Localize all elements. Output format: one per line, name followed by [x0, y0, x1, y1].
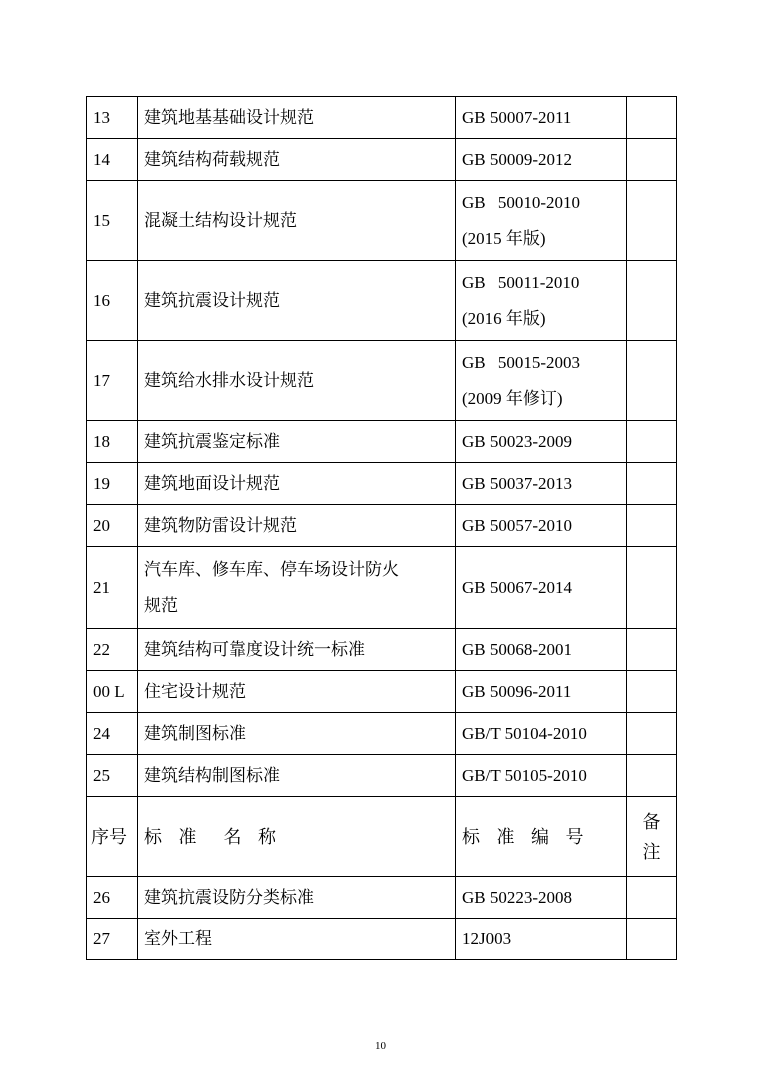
- row-code-line2: (2009 年修订): [462, 388, 563, 408]
- row-name: [138, 261, 456, 341]
- row-name: [138, 547, 456, 629]
- row-number: 25: [87, 755, 138, 797]
- row-name-line1: 建筑结构荷载规范: [144, 149, 280, 169]
- row-code-line2: (2015 年版): [462, 228, 546, 248]
- row-note: [627, 877, 677, 919]
- row-name: [138, 181, 456, 261]
- table-row: [87, 547, 677, 629]
- row-code-line2: (2016 年版): [462, 308, 546, 328]
- row-number: 26: [87, 877, 138, 919]
- row-note: [627, 755, 677, 797]
- row-code: [456, 505, 627, 547]
- page-number: 10: [375, 1040, 386, 1052]
- row-name: [138, 671, 456, 713]
- row-code-line1: GB 50023-2009: [462, 431, 573, 451]
- row-name-line1: 建筑物防雷设计规范: [144, 515, 297, 535]
- row-name-line2: 规范: [144, 595, 178, 615]
- row-code-line1: GB 50057-2010: [462, 515, 573, 535]
- row-note: [627, 629, 677, 671]
- row-note: [627, 181, 677, 261]
- row-name: [138, 421, 456, 463]
- row-name: 建筑抗震设防分类标准: [138, 877, 456, 919]
- table-row: [87, 139, 677, 181]
- row-name-line1: 建筑制图标准: [144, 723, 246, 743]
- header-seq: 序号: [87, 797, 138, 877]
- row-number: 17: [87, 341, 138, 421]
- row-code-line1: GB 50011-2010: [462, 272, 580, 292]
- table-header-row: [87, 797, 677, 877]
- header-name: [138, 797, 456, 877]
- row-name: [138, 755, 456, 797]
- row-code-line1: GB 50010-2010: [462, 192, 581, 212]
- row-number: 20: [87, 505, 138, 547]
- row-number: 00 L: [87, 671, 138, 713]
- row-code: [456, 463, 627, 505]
- row-name-line1: 建筑结构制图标准: [144, 765, 280, 785]
- row-code: [456, 97, 627, 139]
- row-note: [627, 261, 677, 341]
- row-code-line1: GB 50096-2011: [462, 681, 572, 701]
- row-note: [627, 97, 677, 139]
- row-code-line1: GB/T 50104-2010: [462, 723, 587, 743]
- row-number: 21: [87, 547, 138, 629]
- row-note: [627, 341, 677, 421]
- row-code-line1: GB 50007-2011: [462, 107, 572, 127]
- row-code: [456, 341, 627, 421]
- row-name-line1: 建筑地面设计规范: [144, 473, 280, 493]
- table-row: [87, 713, 677, 755]
- table-row: [87, 877, 677, 919]
- row-code: [456, 181, 627, 261]
- table-row: [87, 671, 677, 713]
- table-row: [87, 97, 677, 139]
- row-number: 15: [87, 181, 138, 261]
- header-note-line1: 备: [642, 811, 661, 832]
- row-number: 16: [87, 261, 138, 341]
- row-code-line1: GB/T 50105-2010: [462, 765, 587, 785]
- row-name-line1: 建筑给水排水设计规范: [144, 370, 314, 390]
- row-name: [138, 713, 456, 755]
- row-number: 14: [87, 139, 138, 181]
- table-row: [87, 919, 677, 960]
- row-note: [627, 671, 677, 713]
- row-name: 室外工程: [138, 919, 456, 960]
- row-name: [138, 341, 456, 421]
- row-name-line1: 汽车库、修车库、停车场设计防火: [144, 559, 399, 579]
- row-code: [456, 755, 627, 797]
- row-number: 22: [87, 629, 138, 671]
- row-name-line1: 混凝土结构设计规范: [144, 210, 297, 230]
- row-code-line1: GB 50015-2003: [462, 352, 581, 372]
- row-note: [627, 421, 677, 463]
- table-row: [87, 421, 677, 463]
- table-row: [87, 463, 677, 505]
- row-code: [456, 421, 627, 463]
- row-note: [627, 919, 677, 960]
- row-code: GB 50223-2008: [456, 877, 627, 919]
- table-row: [87, 341, 677, 421]
- row-number: 27: [87, 919, 138, 960]
- standards-table-header-section: [86, 796, 677, 960]
- standards-table-continued: [86, 96, 677, 797]
- row-name-line1: 住宅设计规范: [144, 681, 246, 701]
- row-name: [138, 139, 456, 181]
- row-name: [138, 463, 456, 505]
- row-code-line1: GB 50037-2013: [462, 473, 573, 493]
- row-code: [456, 713, 627, 755]
- row-name: [138, 505, 456, 547]
- row-name-line1: 建筑地基基础设计规范: [144, 107, 314, 127]
- row-note: [627, 139, 677, 181]
- table-row: [87, 505, 677, 547]
- row-name: [138, 629, 456, 671]
- row-number: 13: [87, 97, 138, 139]
- header-note: [627, 797, 677, 877]
- row-note: [627, 547, 677, 629]
- row-number: 19: [87, 463, 138, 505]
- row-number: 18: [87, 421, 138, 463]
- row-code-line1: GB 50009-2012: [462, 149, 573, 169]
- header-note-line2: 注: [642, 841, 661, 862]
- row-code: [456, 671, 627, 713]
- row-note: [627, 713, 677, 755]
- row-number: 24: [87, 713, 138, 755]
- header-code: [456, 797, 627, 877]
- header-name-text: 标 准 名 称: [144, 826, 282, 847]
- row-code-line1: GB 50067-2014: [462, 577, 573, 597]
- row-name-line1: 建筑结构可靠度设计统一标准: [144, 639, 365, 659]
- row-name: [138, 97, 456, 139]
- row-code-line1: GB 50068-2001: [462, 639, 573, 659]
- table-row: [87, 181, 677, 261]
- row-name-line1: 建筑抗震设计规范: [144, 290, 280, 310]
- row-code: 12J003: [456, 919, 627, 960]
- row-code: [456, 139, 627, 181]
- table-row: [87, 755, 677, 797]
- header-code-text: 标 准 编 号: [462, 826, 590, 847]
- table-row: [87, 261, 677, 341]
- row-code: [456, 261, 627, 341]
- row-note: [627, 463, 677, 505]
- table-row: [87, 629, 677, 671]
- row-name-line1: 建筑抗震鉴定标准: [144, 431, 280, 451]
- row-note: [627, 505, 677, 547]
- row-code: [456, 547, 627, 629]
- row-code: [456, 629, 627, 671]
